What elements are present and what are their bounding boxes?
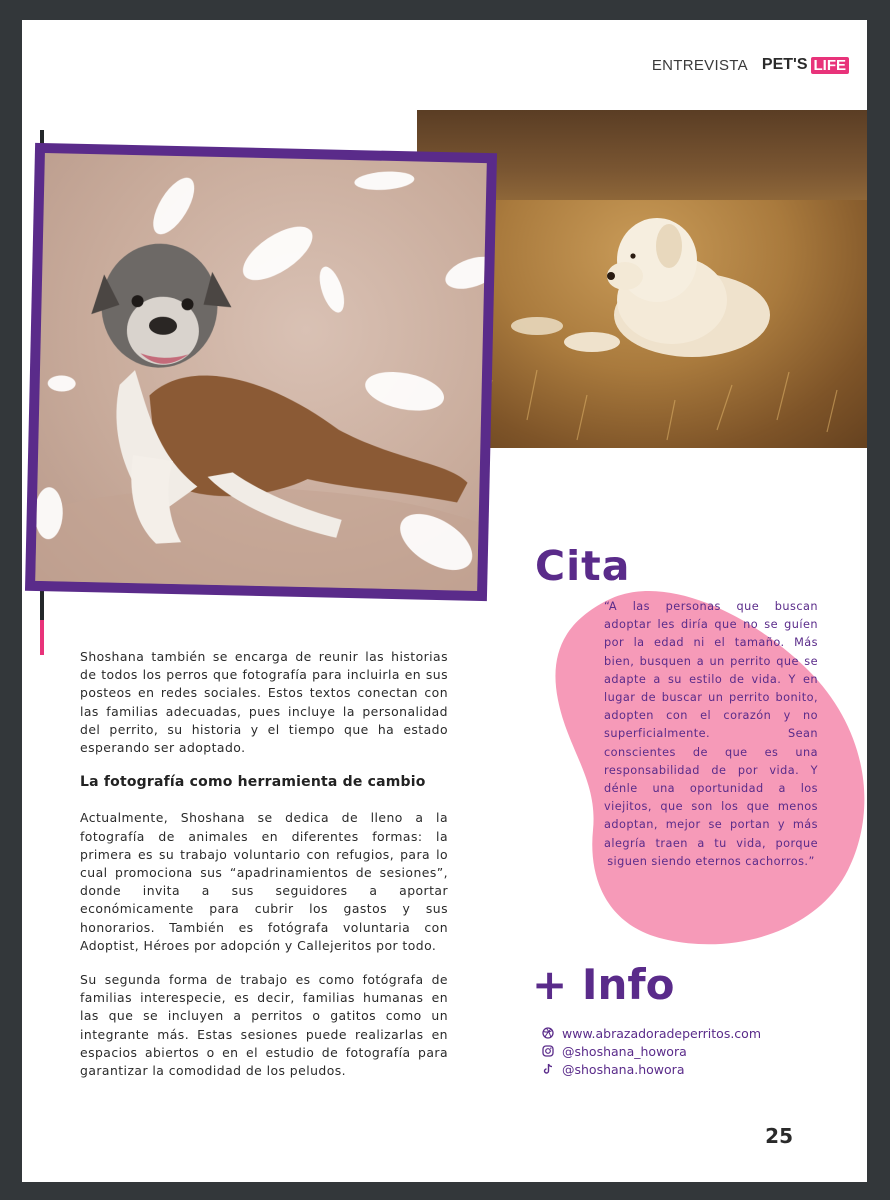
edge-accent-pink-bar [40, 620, 44, 655]
article-subheading: La fotografía como herramienta de cambio [80, 774, 426, 791]
boxer-dog-photo-frame [25, 143, 497, 601]
tiktok-link-text: @shoshana.howora [562, 1061, 685, 1077]
website-link-text: www.abrazadoradeperritos.com [562, 1025, 762, 1041]
boxer-dog-illustration [35, 153, 487, 591]
page-number: 25 [765, 1124, 793, 1148]
section-label: ENTREVISTA [651, 56, 748, 74]
page-header [652, 56, 849, 74]
instagram-icon [542, 1045, 554, 1057]
tiktok-link[interactable] [542, 1060, 761, 1078]
article-paragraph-2: Actualmente, Shoshana se dedica de lleno a la fotografía de animales en diferentes formas: la primera es su trabajo voluntario con refugios, para lo cual promociona sus “apadrinamientos de sesiones”, donde invita a sus seguidores a aportar económicamente para cubrir los gastos y sus honorarios. También es fotógrafa voluntaria con Adoptist, Héroes por adopción y Callejeritos por todo. [80, 810, 448, 953]
info-title: + Info [532, 960, 675, 1009]
brand-logo-part2: LIFE [811, 57, 850, 74]
brand-logo-part1: PET'S [761, 56, 808, 73]
instagram-link[interactable] [542, 1042, 761, 1060]
boxer-dog-with-feathers-photo [35, 153, 487, 591]
article-body [80, 648, 448, 1096]
website-link[interactable] [542, 1024, 761, 1042]
info-links [542, 1024, 761, 1078]
tiktok-icon [542, 1063, 554, 1075]
quote-text: “A las personas que buscan adoptar les diría que no se guíen por la edad ni el tamaño. Más bien, busquen a un perrito que se adapte a su estilo de vida. Y en lugar de buscar un perrito bonito, adopten con el corazón y no superficialmente. Sean conscientes de que es una responsabilidad de por vida. Y dénle una oportunidad a los viejitos, que son los que menos adoptan, mejor se portan y más alegría traen a tu vida, porque siguen siendo eternos cachorros.” [604, 600, 818, 868]
article-intro-paragraph: Shoshana también se encarga de reunir las historias de todos los perros que fotografía para incluirla en sus posteos en redes sociales. Estos textos conectan con las familias adecuadas, pues incluye la personalidad del perrito, su historia y el tiempo que ha estado esperando ser adoptado. [80, 649, 448, 756]
article-paragraph-3: Su segunda forma de trabajo es como fotógrafa de familias interespecie, es decir, familias humanas en las que se incluyen a perritos o gatitos como un integrante más. Estas sesiones puede realizarlas en espacios abiertos o en el estudio de fotografía para garantizar la comodidad de los peludos. [80, 972, 448, 1079]
dribbble-globe-icon [542, 1027, 554, 1039]
brand-logo [762, 56, 849, 74]
instagram-link-text: @shoshana_howora [562, 1043, 687, 1059]
magazine-page [22, 20, 867, 1182]
quote-title: Cita [535, 542, 631, 590]
